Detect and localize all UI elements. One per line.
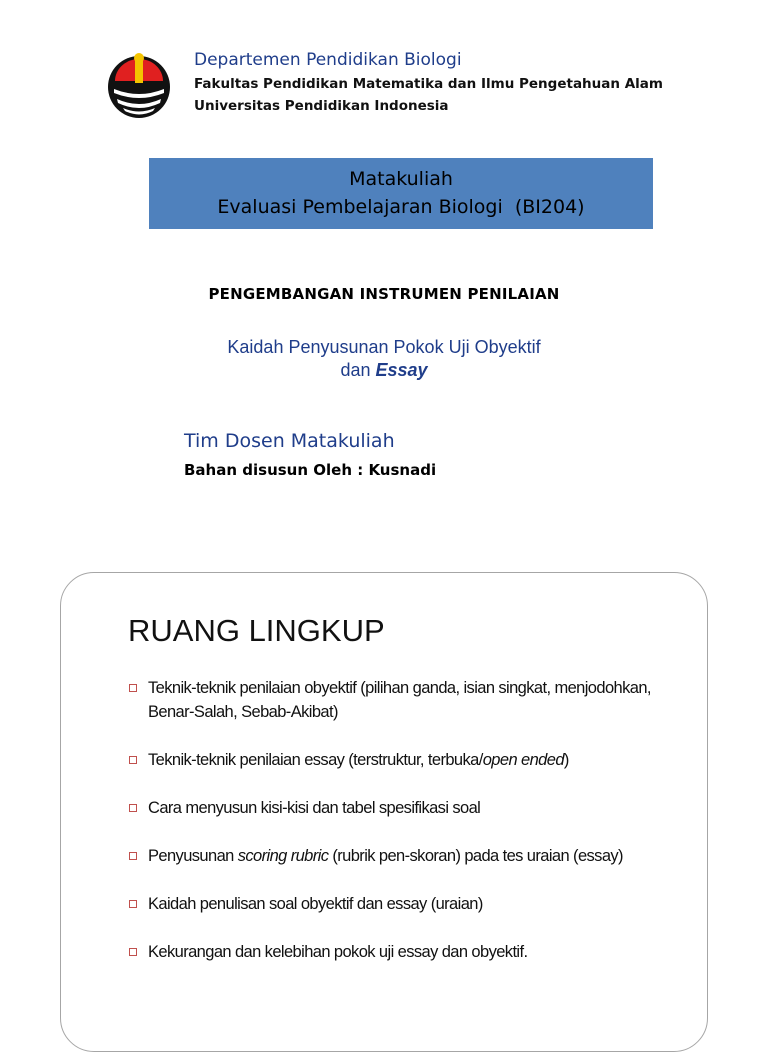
topic-heading: PENGEMBANGAN INSTRUMEN PENILAIAN: [208, 285, 560, 303]
subtitle-line-2: [0, 359, 768, 382]
author-line: Bahan disusun Oleh : Kusnadi: [184, 461, 437, 479]
subtitle-essay: Essay: [375, 360, 428, 380]
list-item-italic: open ended: [482, 751, 564, 769]
list-item-text: Cara menyusun kisi-kisi dan tabel spesifikasi soal: [148, 799, 481, 817]
list-item-text: Teknik-teknik penilaian essay (terstruktur, terbuka/: [148, 751, 483, 769]
team-heading: Tim Dosen Matakuliah: [184, 430, 395, 452]
list-item: [128, 796, 688, 820]
subtitle: [0, 336, 768, 382]
list-item-text: Kaidah penulisan soal obyektif dan essay (uraian): [148, 895, 483, 913]
course-label: Matakuliah: [349, 168, 453, 190]
list-item-text-end: (rubrik pen-skoran) pada tes uraian (essay): [328, 847, 623, 865]
course-title-box: [149, 158, 653, 229]
list-item-text: Penyusunan: [148, 847, 238, 865]
list-item-text: Kekurangan dan kelebihan pokok uji essay dan obyektif.: [148, 943, 528, 961]
list-item: [128, 844, 688, 868]
faculty-name: Fakultas Pendidikan Matematika dan Ilmu Pengetahuan Alam: [194, 76, 663, 92]
list-item: [128, 892, 688, 916]
list-item-italic: scoring rubric: [237, 847, 329, 865]
university-name: Universitas Pendidikan Indonesia: [194, 98, 449, 114]
department-name: Departemen Pendidikan Biologi: [194, 50, 462, 70]
list-item: [128, 940, 688, 964]
square-bullet-icon: [129, 684, 137, 692]
list-item-text-end: ): [563, 751, 569, 769]
list-item-text: Teknik-teknik penilaian obyektif (pilihan ganda, isian singkat, menjodohkan, Benar-Salah, Sebab-Akibat): [148, 679, 651, 721]
upi-university-logo-icon: [106, 51, 172, 119]
list-item: [128, 676, 688, 724]
list-item: [128, 748, 688, 772]
square-bullet-icon: [129, 804, 137, 812]
square-bullet-icon: [129, 756, 137, 764]
square-bullet-icon: [129, 900, 137, 908]
slide-title: RUANG LINGKUP: [128, 613, 385, 648]
square-bullet-icon: [129, 852, 137, 860]
square-bullet-icon: [129, 948, 137, 956]
subtitle-line-1: Kaidah Penyusunan Pokok Uji Obyektif: [227, 337, 541, 357]
course-name: Evaluasi Pembelajaran Biologi (BI204): [217, 196, 585, 218]
scope-list: [128, 676, 688, 964]
subtitle-prefix: dan: [340, 360, 376, 380]
